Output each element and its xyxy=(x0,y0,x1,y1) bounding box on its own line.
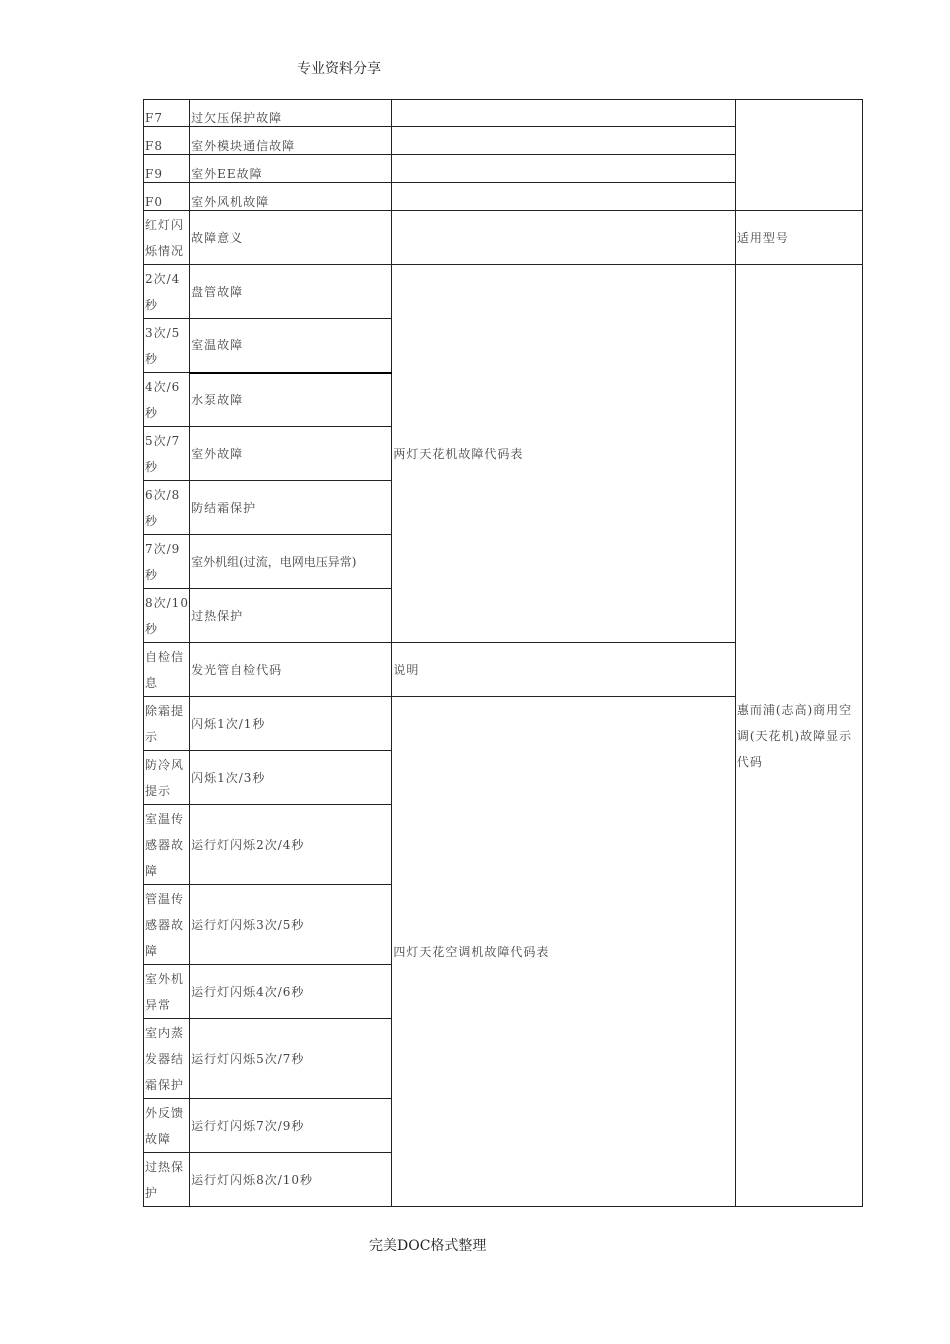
table-row xyxy=(144,100,863,127)
fault-code: F0 xyxy=(144,183,190,211)
flash-pattern: 运行灯闪烁4次/6秒 xyxy=(190,965,392,1019)
empty-cell xyxy=(392,183,735,211)
flash-pattern: 运行灯闪烁3次/5秒 xyxy=(190,885,392,965)
flash-code: 5次/7秒 xyxy=(144,427,190,481)
flash-code: 6次/8秒 xyxy=(144,481,190,535)
table-row xyxy=(144,265,863,319)
fault-code-table xyxy=(143,99,863,1207)
fault-name: 防冷风提示 xyxy=(144,751,190,805)
flash-pattern: 运行灯闪烁8次/10秒 xyxy=(190,1153,392,1207)
flash-pattern: 闪烁1次/1秒 xyxy=(190,697,392,751)
fault-description: 室外机组(过流，电网电压异常) xyxy=(190,535,392,589)
two-lamp-table-title: 两灯天花机故障代码表 xyxy=(392,265,735,643)
fault-code: F7 xyxy=(144,100,190,127)
fault-description: 过热保护 xyxy=(190,589,392,643)
flash-code: 4次/6秒 xyxy=(144,373,190,427)
fault-name: 外反馈故障 xyxy=(144,1099,190,1153)
self-check-label: 自检信息 xyxy=(144,643,190,697)
fault-name: 室内蒸发器结霜保护 xyxy=(144,1019,190,1099)
empty-cell xyxy=(735,100,862,211)
page-header: 专业资料分享 xyxy=(297,61,381,77)
four-lamp-table-title: 四灯天花空调机故障代码表 xyxy=(392,697,735,1207)
flash-pattern: 闪烁1次/3秒 xyxy=(190,751,392,805)
header-flash-status: 红灯闪烁情况 xyxy=(144,211,190,265)
flash-code: 2次/4秒 xyxy=(144,265,190,319)
flash-pattern: 运行灯闪烁2次/4秒 xyxy=(190,805,392,885)
fault-description: 室外EE故障 xyxy=(190,155,392,183)
fault-code: F8 xyxy=(144,127,190,155)
empty-cell xyxy=(392,127,735,155)
flash-code: 7次/9秒 xyxy=(144,535,190,589)
self-check-code: 发光管自检代码 xyxy=(190,643,392,697)
table-header-row xyxy=(144,211,863,265)
empty-cell xyxy=(392,155,735,183)
fault-description: 防结霜保护 xyxy=(190,481,392,535)
page-footer: 完美DOC格式整理 xyxy=(369,1238,487,1254)
fault-description: 盘管故障 xyxy=(190,265,392,319)
fault-description: 过欠压保护故障 xyxy=(190,100,392,127)
self-check-note: 说明 xyxy=(392,643,735,697)
fault-name: 除霜提示 xyxy=(144,697,190,751)
fault-code: F9 xyxy=(144,155,190,183)
fault-name: 室外机异常 xyxy=(144,965,190,1019)
header-model: 适用型号 xyxy=(735,211,862,265)
fault-description: 室外模块通信故障 xyxy=(190,127,392,155)
empty-cell xyxy=(392,211,735,265)
flash-code: 8次/10秒 xyxy=(144,589,190,643)
fault-description: 室外风机故障 xyxy=(190,183,392,211)
flash-code: 3次/5秒 xyxy=(144,319,190,373)
fault-name: 室温传感器故障 xyxy=(144,805,190,885)
empty-cell xyxy=(392,100,735,127)
fault-name: 管温传感器故障 xyxy=(144,885,190,965)
fault-name: 过热保护 xyxy=(144,1153,190,1207)
fault-description: 水泵故障 xyxy=(190,373,392,427)
header-fault-meaning: 故障意义 xyxy=(190,211,392,265)
fault-description: 室外故障 xyxy=(190,427,392,481)
flash-pattern: 运行灯闪烁7次/9秒 xyxy=(190,1099,392,1153)
model-name: 惠而浦(志高)商用空调(天花机)故障显示代码 xyxy=(735,265,862,1207)
flash-pattern: 运行灯闪烁5次/7秒 xyxy=(190,1019,392,1099)
fault-description: 室温故障 xyxy=(190,319,392,373)
